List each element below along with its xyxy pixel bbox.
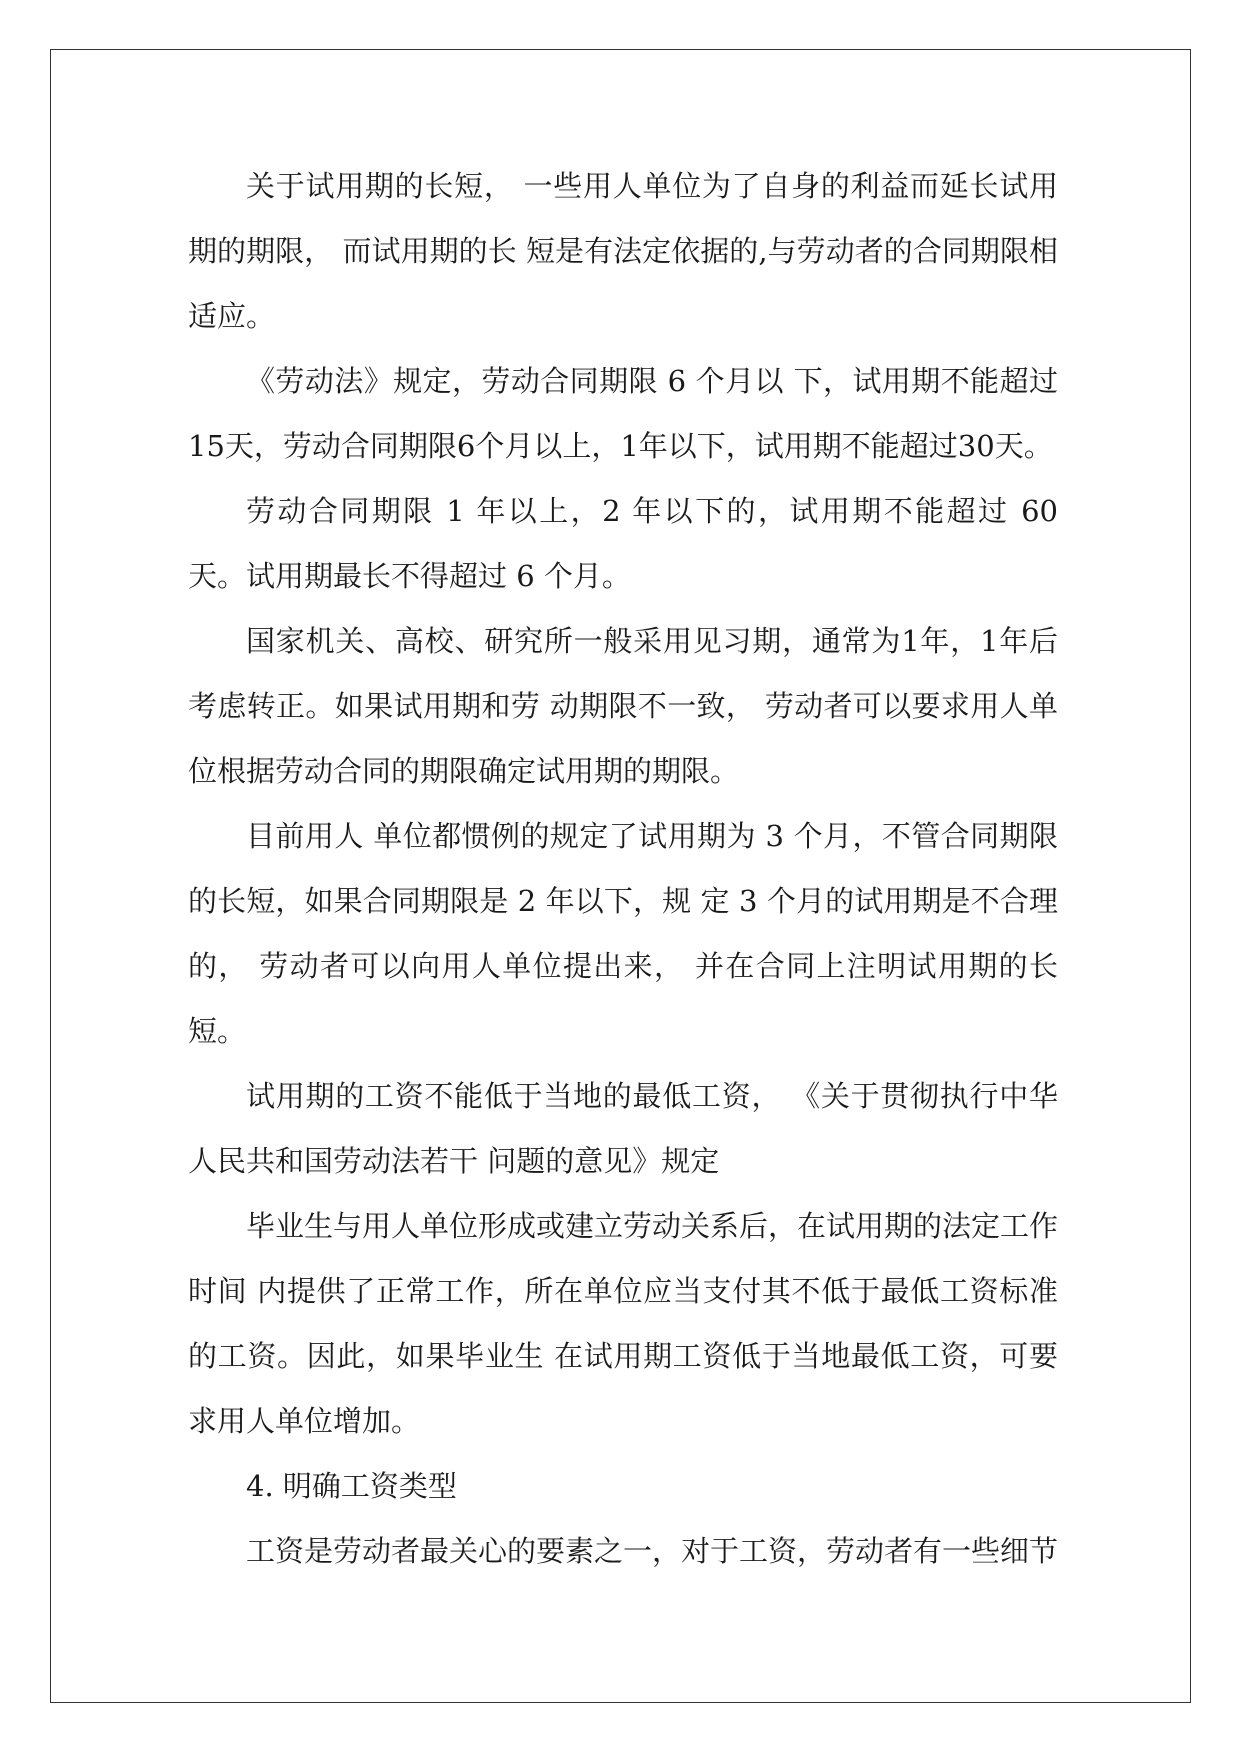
paragraph-graduate-wage: 毕业生与用人单位形成或建立劳动关系后，在试用期的法定工作时间 内提供了正常工作，所在单位应当支付其不低于最低工资标准的工资。因此，如果毕业生 在试用期工资低于当地最低工资，可要求用人单位增加。 xyxy=(188,1209,1059,1438)
section-heading-wage-type: 4. 明确工资类型 xyxy=(246,1469,457,1503)
paragraph-probation-wage: 试用期的工资不能低于当地的最低工资， 《关于贯彻执行中华人民共和国劳动法若干 问题的意见》规定 xyxy=(188,1079,1058,1178)
paragraph-wage-details: 工资是劳动者最关心的要素之一，对于工资，劳动者有一些细节 xyxy=(246,1534,1059,1568)
document-body xyxy=(188,154,1058,1584)
paragraph-max-probation: 劳动合同期限 1 年以上，2 年以下的，试用期不能超过 60 天。试用期最长不得超过 6 个月。 xyxy=(188,494,1058,593)
paragraph-internship-period: 国家机关、高校、研究所一般采用见习期，通常为1年，1年后考虑转正。如果试用期和劳 动期限不一致， 劳动者可以要求用人单位根据劳动合同的期限确定试用期的期限。 xyxy=(188,624,1058,788)
paragraph-labor-law-rules: 《劳动法》规定，劳动合同期限 6 个月以 下，试用期不能超过15天，劳动合同期限6个月以上，1年以下，试用期不能超过30天。 xyxy=(188,364,1058,463)
paragraph-three-month-convention: 目前用人 单位都惯例的规定了试用期为 3 个月，不管合同期限的长短，如果合同期限是 2 年以下，规 定 3 个月的试用期是不合理的， 劳动者可以向用人单位提出来， 并在合同上注明试用期的长短。 xyxy=(188,819,1058,1048)
paragraph-probation-length: 关于试用期的长短， 一些用人单位为了自身的利益而延长试用期的期限， 而试用期的长 短是有法定依据的,与劳动者的合同期限相适应。 xyxy=(188,169,1058,333)
